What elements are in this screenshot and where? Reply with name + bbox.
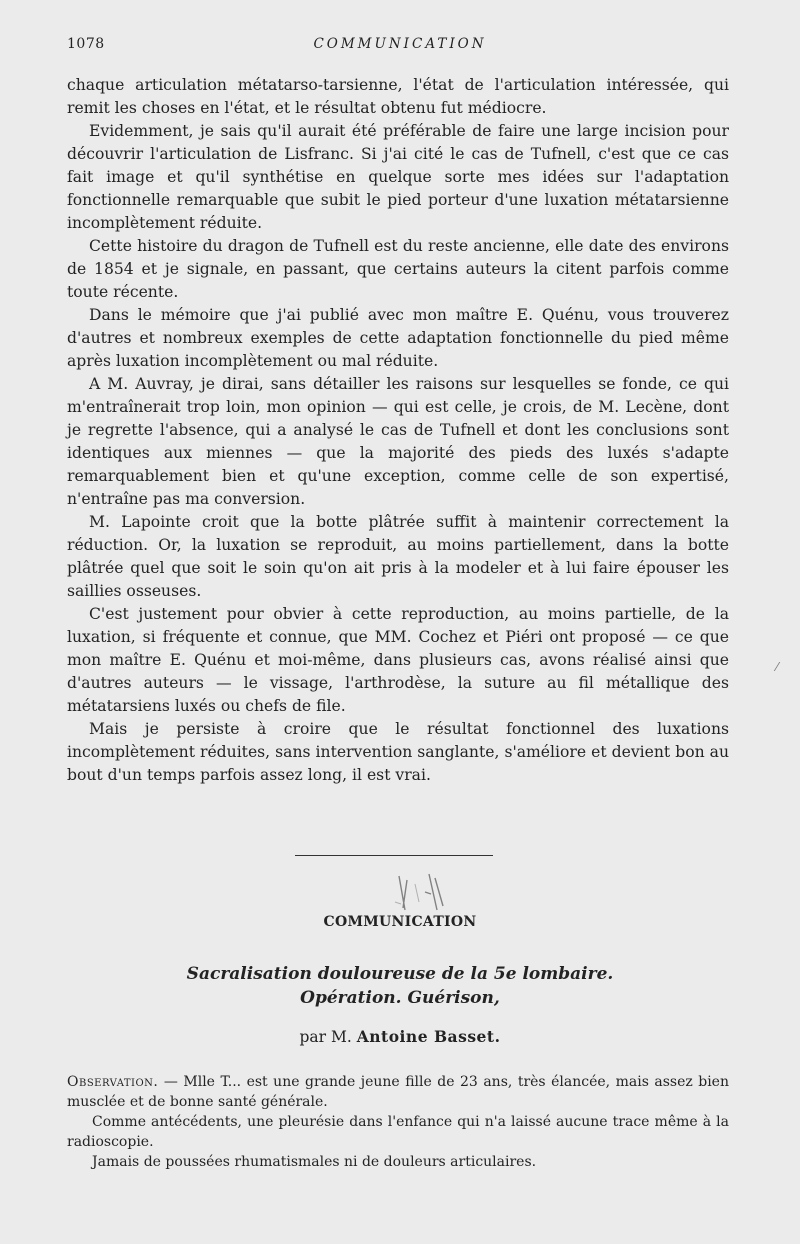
paragraph-5: A M. Auvray, je dirai, sans détailler les raisons sur lesquelles se fonde, ce qui m'entraînerait trop loin, mon opinion — qui est celle, je crois, de M. Lecène, dont je regrette l'absence, qui a analysé le cas de Tufnell et dont les conclusions sont identiques aux miennes — que la majorité des pieds des luxés s'adapte remarquablement bien et qu'une exception, comme celle de son expertisé, n'entraîne pas ma conversion. — [67, 375, 729, 508]
article-title-line-1: Sacralisation douloureuse de la 5e lombaire. — [186, 964, 614, 984]
page-number: 1078 — [67, 36, 105, 52]
paragraph-4: Dans le mémoire que j'ai publié avec mon maître E. Quénu, vous trouverez d'autres et nombreux exemples de cette adaptation fonctionnelle du pied même après luxation incomplètement ou mal réduite. — [67, 306, 729, 370]
paragraph-6: M. Lapointe croit que la botte plâtrée suffit à maintenir correctement la réduction. Or, la luxation se reproduit, au moins partiellement, dans la botte plâtrée quel que soit le soin qu'on ait pris à la modeler et à lui faire épouser les saillies osseuses. — [67, 513, 729, 600]
observation-text-1: — Mlle T... est une grande jeune fille de 23 ans, très élancée, mais assez bien musclée et de bonne santé générale. — [67, 1074, 729, 1110]
ink-stamp-mark — [385, 872, 455, 914]
margin-mark: ⁄ — [776, 660, 779, 674]
article-title-line-2: Opération. Guérison, — [300, 988, 500, 1008]
paragraph-1: chaque articulation métatarso-tarsienne, l'état de l'articulation intéressée, qui remit les choses en l'état, et le résultat obtenu fut médiocre. — [67, 76, 729, 117]
observation-text — [67, 1072, 729, 1172]
body-text — [67, 74, 729, 787]
section-divider — [295, 855, 493, 856]
byline — [0, 1027, 800, 1046]
page-header — [0, 36, 800, 58]
observation-paragraph-2: Comme antécédents, une pleurésie dans l'enfance qui n'a laissé aucune trace même à la radioscopie. — [67, 1114, 729, 1150]
section-label: COMMUNICATION — [323, 914, 477, 930]
paragraph-8: Mais je persiste à croire que le résultat fonctionnel des luxations incomplètement réduites, sans intervention sanglante, s'améliore et devient bon au bout d'un temps parfois assez long, il est vrai. — [67, 720, 729, 784]
running-head: COMMUNICATION — [313, 36, 487, 52]
article-title — [0, 962, 800, 1010]
paragraph-3: Cette histoire du dragon de Tufnell est du reste ancienne, elle date des environs de 1854 et je signale, en passant, que certains auteurs la citent parfois comme toute récente. — [67, 237, 729, 301]
byline-prefix: par M. — [299, 1028, 352, 1046]
author-name: Antoine Basset. — [356, 1027, 501, 1046]
observation-paragraph-3: Jamais de poussées rhumatismales ni de douleurs articulaires. — [92, 1154, 537, 1170]
observation-paragraph-1 — [67, 1072, 729, 1112]
paragraph-7: C'est justement pour obvier à cette reproduction, au moins partielle, de la luxation, si fréquente et connue, que MM. Cochez et Piéri ont proposé — ce que mon maître E. Quénu et moi-même, dans plusieurs cas, avons réalisé ainsi que d'autres auteurs — le vissage, l'arthrodèse, la suture au fil métallique des métatarsiens luxés ou chefs de file. — [67, 605, 729, 715]
observation-label: Observation. — [67, 1074, 159, 1090]
paragraph-2: Evidemment, je sais qu'il aurait été préférable de faire une large incision pour découvrir l'articulation de Lisfranc. Si j'ai cité le cas de Tufnell, c'est que ce cas fait image et qu'il synthétise en quelque sorte mes idées sur l'adaptation fonctionnelle remarquable que subit le pied porteur d'une luxation métatarsienne incomplètement réduite. — [67, 122, 729, 232]
